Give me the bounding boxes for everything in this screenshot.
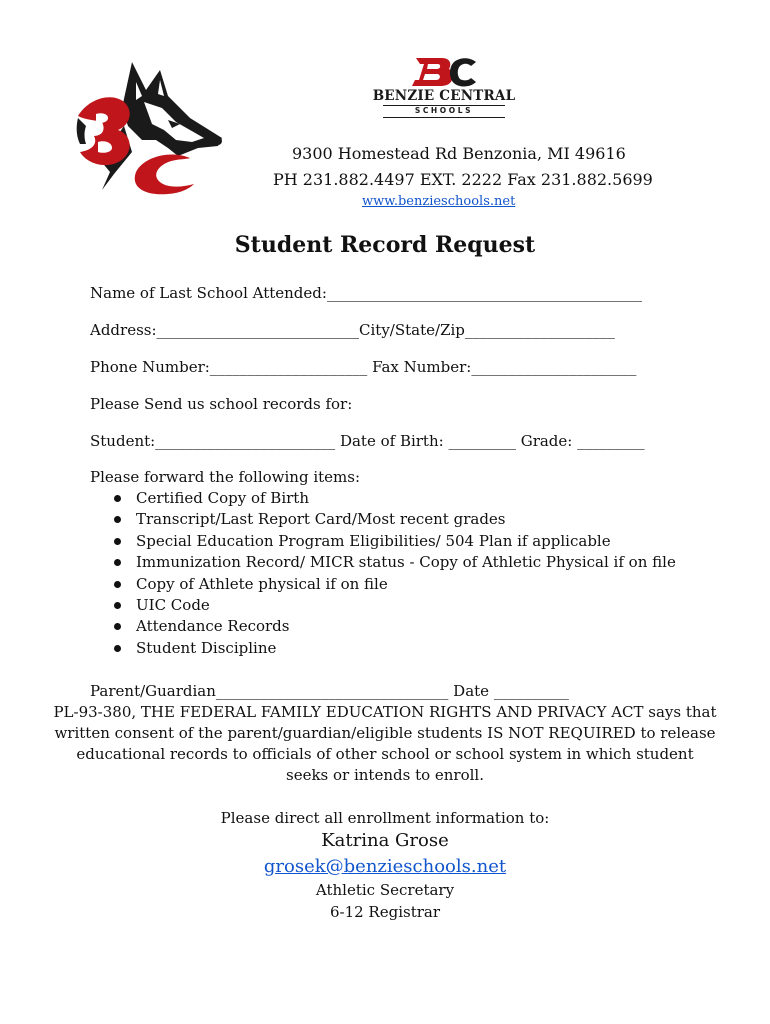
- logo-rule-bottom: [383, 117, 505, 118]
- school-phone-fax: PH 231.882.4497 EXT. 2222 Fax 231.882.5699: [273, 170, 653, 189]
- items-intro: Please forward the following items:: [90, 468, 361, 486]
- school-address: 9300 Homestead Rd Benzonia, MI 49616: [292, 144, 626, 163]
- bullet-icon: [114, 559, 121, 566]
- bullet-icon: [114, 602, 121, 609]
- last-school-field: Name of Last School Attended:__________________________________________: [90, 284, 642, 302]
- list-item: Special Education Program Eligibilities/ 504 Plan if applicable: [112, 531, 676, 552]
- school-name: BENZIE CENTRAL: [372, 88, 516, 104]
- bullet-icon: [114, 623, 121, 630]
- contact-email-link[interactable]: grosek@benzieschools.net: [263, 856, 507, 877]
- send-records-label: Please Send us school records for:: [90, 395, 353, 413]
- contact-name: Katrina Grose: [321, 830, 449, 851]
- school-website-link[interactable]: www.benzieschools.net: [362, 194, 516, 209]
- ferpa-line: written consent of the parent/guardian/eligible students IS NOT REQUIRED to release: [54, 724, 716, 742]
- contact-role-athletic: Athletic Secretary: [315, 881, 455, 899]
- contact-role-registrar: 6-12 Registrar: [329, 903, 441, 921]
- ferpa-line: seeks or intends to enroll.: [286, 766, 484, 784]
- school-subtitle: SCHOOLS: [414, 106, 474, 115]
- address-field: Address:___________________________City/State/Zip____________________: [90, 321, 615, 339]
- ferpa-line: PL-93-380, THE FEDERAL FAMILY EDUCATION RIGHTS AND PRIVACY ACT says that: [53, 703, 717, 721]
- list-item: Student Discipline: [112, 638, 676, 659]
- phone-fax-field: Phone Number:_____________________ Fax Number:______________________: [90, 358, 637, 376]
- benzie-central-logo: [372, 56, 516, 120]
- contact-intro: Please direct all enrollment information to:: [220, 809, 550, 827]
- husky-mascot-icon: [72, 56, 230, 196]
- list-item: Attendance Records: [112, 616, 676, 637]
- items-list: [112, 488, 676, 659]
- bullet-icon: [114, 495, 121, 502]
- list-item: UIC Code: [112, 595, 676, 616]
- list-item: Copy of Athlete physical if on file: [112, 574, 676, 595]
- bc-letters-icon: [412, 56, 478, 88]
- list-item: Certified Copy of Birth: [112, 488, 676, 509]
- bullet-icon: [114, 538, 121, 545]
- parent-signature-field: Parent/Guardian_______________________________ Date __________: [90, 682, 569, 700]
- student-field: Student:________________________ Date of Birth: _________ Grade: _________: [90, 432, 645, 450]
- list-item: Transcript/Last Report Card/Most recent grades: [112, 509, 676, 530]
- bullet-icon: [114, 645, 121, 652]
- ferpa-line: educational records to officials of other school or school system in which student: [76, 745, 694, 763]
- list-item: Immunization Record/ MICR status - Copy of Athletic Physical if on file: [112, 552, 676, 573]
- page-title: Student Record Request: [234, 232, 536, 258]
- bullet-icon: [114, 516, 121, 523]
- bullet-icon: [114, 581, 121, 588]
